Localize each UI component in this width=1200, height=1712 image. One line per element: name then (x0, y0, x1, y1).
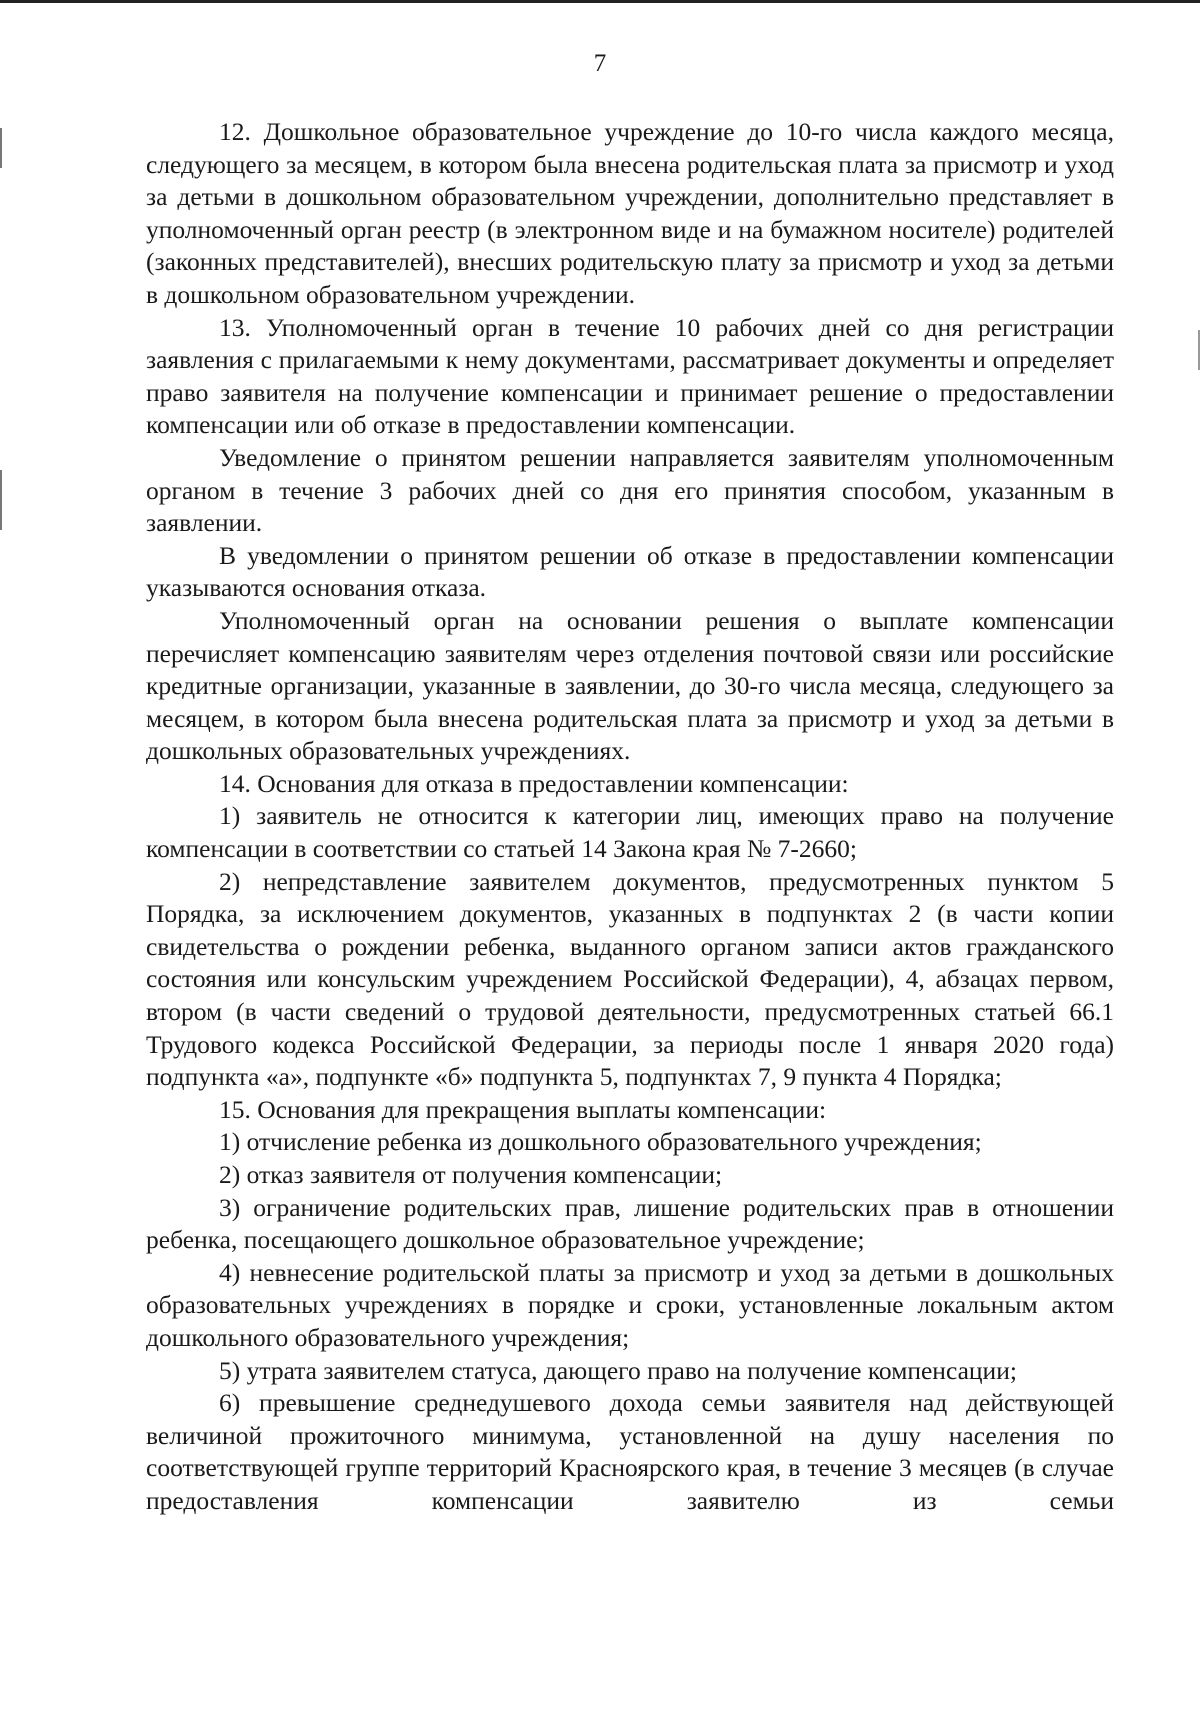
paragraph-14-heading: 14. Основания для отказа в предоставлении компенсации: (219, 768, 849, 798)
scan-left-margin-mark (0, 470, 2, 530)
list-item-14-2: 2) непредставление заявителем документов, предусмотренных пунктом 5 Порядка, за исключением документов, указанных в подпунктах 2 (в части копии свидетельства о рождении ребенка, выданного органом записи актов гражданского состояния или консульским учреждением Российской Федерации), 4, абзацах первом, втором (в части сведений о трудовой деятельности, предусмотренных статьей 66.1 Трудового кодекса Российской Федерации, за периоды после 1 января 2020 года) подпункта «а», подпункте «б» подпункта 5, подпунктах 7, 9 пункта 4 Порядка; (146, 866, 1114, 1092)
paragraph-12: 12. Дошкольное образовательное учреждение до 10-го числа каждого месяца, следующего за месяцем, в котором была внесена родительская плата за присмотр и уход за детьми в дошкольном образовательном учреждении, дополнительно представляет в уполномоченный орган реестр (в электронном виде и на бумажном носителе) родителей (законных представителей), внесших родительскую плату за присмотр и уход за детьми в дошкольном образовательном учреждении. (146, 117, 1114, 309)
paragraph-13: 13. Уполномоченный орган в течение 10 рабочих дней со дня регистрации заявления с прилагаемыми к нему документами, рассматривает документы и определяет право заявителя на получение компенсации и принимает решение о предоставлении компенсации или об отказе в предоставлении компенсации. (146, 312, 1114, 440)
list-item-14-1: 1) заявитель не относится к категории лиц, имеющих право на получение компенсации в соответствии со статьей 14 Закона края № 7-2660; (146, 801, 1114, 864)
scan-top-edge (0, 0, 1200, 3)
scan-left-margin-mark (0, 128, 2, 168)
document-body (146, 116, 1114, 1518)
paragraph-payment-transfer: Уполномоченный орган на основании решения о выплате компенсации перечисляет компенсацию заявителям через отделения почтовой связи или российские кредитные организации, указанные в заявлении, до 30-го числа месяца, следующего за месяцем, в котором была внесена родительская плата за присмотр и уход за детьми в дошкольных образовательных учреждениях. (146, 605, 1114, 766)
list-item-15-2: 2) отказ заявителя от получения компенсации; (219, 1160, 723, 1189)
list-item-15-5: 5) утрата заявителем статуса, дающего право на получение компенсации; (219, 1355, 1017, 1385)
list-item-15-3: 3) ограничение родительских прав, лишение родительских прав в отношении ребенка, посещающего дошкольное образовательное учреждение; (146, 1192, 1114, 1255)
list-item-15-4: 4) невнесение родительской платы за присмотр и уход за детьми в дошкольных образовательных учреждениях в порядке и сроки, установленные локальным актом дошкольного образовательного учреждения; (146, 1257, 1114, 1352)
list-item-15-1: 1) отчисление ребенка из дошкольного образовательного учреждения; (219, 1127, 982, 1157)
page-number: 7 (593, 50, 607, 77)
paragraph-notification: Уведомление о принятом решении направляется заявителям уполномоченным органом в течение 3 рабочих дней со дня его принятия способом, указанным в заявлении. (146, 442, 1114, 538)
paragraph-refusal-notice: В уведомлении о принятом решении об отказе в предоставлении компенсации указываются основания отказа. (146, 540, 1114, 603)
list-item-15-6: 6) превышение среднедушевого дохода семьи заявителя над действующей величиной прожиточного минимума, установленной на душу населения по соответствующей группе территорий Красноярского края, в течение 3 месяцев (в случае предоставления компенсации заявителю из семьи (146, 1388, 1114, 1515)
paragraph-15-heading: 15. Основания для прекращения выплаты компенсации: (219, 1094, 827, 1124)
